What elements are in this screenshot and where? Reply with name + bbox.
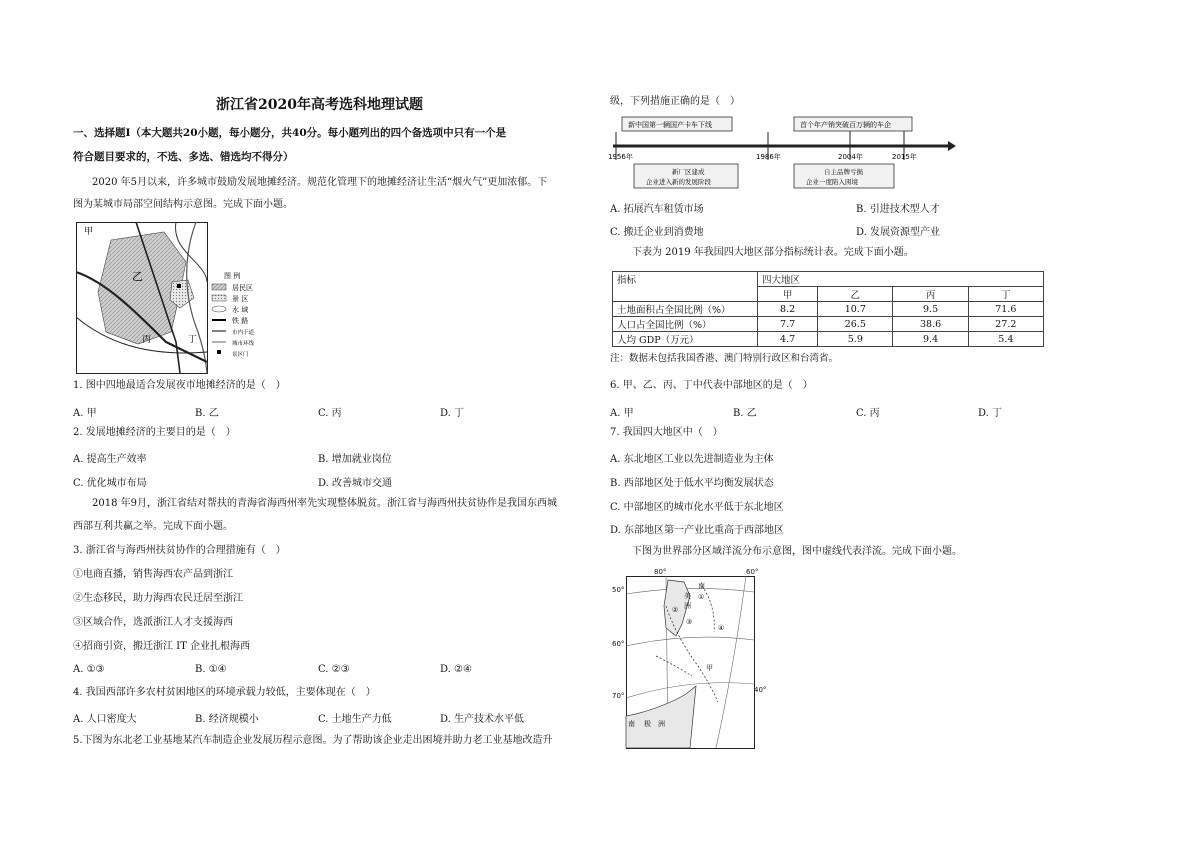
lat-label: 50° [612,586,625,594]
company-timeline-diagram [608,112,956,192]
question-5-cont: 级，下列措施正确的是（ ） [610,96,740,107]
legend-item: 景区门 [232,352,249,358]
section-heading-cont: 符合题目要求的，不选、多选、错选均不得分） [73,151,294,163]
legend-title: 图 例 [224,272,241,280]
map-label-jia: 甲 [84,227,94,237]
timeline-event-title: 自主品牌亏损 [824,168,863,176]
table-cell: 9.5 [893,302,968,317]
table-cell: 7.7 [758,317,818,332]
table-row [613,332,1044,347]
timeline-year: 2015年 [892,153,917,161]
question-1: 1. 图中四地最适合发展夜市地摊经济的是（ ） [73,380,286,391]
table-col-header: 丁 [968,287,1043,302]
table-note: 注：数据未包括我国香港、澳门特别行政区和台湾省。 [610,353,839,364]
section-heading: 一、选择题Ⅰ（本大题共20小题，每小题分，共40分。每小题列出的四个备选项中只有一个是 [73,127,507,139]
table-cell: 26.5 [818,317,893,332]
table-cell: 71.6 [968,302,1043,317]
table-cell: 10.7 [818,302,893,317]
map-label-yi: 乙 [132,270,143,283]
q3-item: ①电商直播，销售海西农产品到浙江 [73,569,233,580]
legend-item: 城市环线 [232,341,255,347]
q7-option-c[interactable]: C. 中部地区的城市化水平低于东北地区 [610,502,784,513]
timeline-year: 1956年 [608,153,633,161]
q3-item: ②生态移民，助力海西农民迁居至浙江 [73,593,243,604]
q5-option-a[interactable]: A. 拓展汽车租赁市场 [610,204,704,215]
timeline-event: 新中国第一辆国产卡车下线 [628,121,712,129]
q2-option-c[interactable]: C. 优化城市布局 [73,478,147,489]
legend-item: 景 区 [232,295,249,303]
q3-option-d[interactable]: D. ②④ [440,664,472,675]
table-cell: 5.4 [968,332,1043,347]
q3-option-a[interactable]: A. ①③ [73,664,105,675]
q4-option-d[interactable]: D. 生产技术水平低 [440,714,525,725]
region-stats-table [612,271,1044,347]
lat-label: 70° [612,692,625,700]
q5-option-d[interactable]: D. 发展资源型产业 [856,227,941,238]
map-label: ① [698,593,705,601]
q3-item: ③区域合作，选派浙江人才支援海西 [73,617,233,628]
q4-option-b[interactable]: B. 经济规模小 [195,714,259,725]
q3-option-b[interactable]: B. ①④ [195,664,227,675]
map-label: 极 [644,720,651,728]
map-label: ② [672,606,679,614]
map-label: 南 [698,582,705,590]
intro-paragraph-2-cont: 西部互利共赢之举。完成下面小题。 [73,521,233,532]
map-label: ③ [686,618,693,626]
timeline-year: 2004年 [838,153,863,161]
map-label-ding: 丁 [188,335,198,345]
q2-option-b[interactable]: B. 增加就业岗位 [318,454,392,465]
q4-option-a[interactable]: A. 人口密度大 [73,714,137,725]
question-4: 4. 我国西部许多农村贫困地区的环境承载力较低，主要体现在（ ） [73,687,376,698]
table-row [613,302,1044,317]
q2-option-a[interactable]: A. 提高生产效率 [73,454,147,465]
map-label: 美 [684,592,691,600]
q1-option-a[interactable]: A. 甲 [73,408,97,419]
scenic-gate [177,284,181,288]
map-legend [212,271,255,358]
city-structure-map [76,222,290,374]
table-group-header: 四大地区 [758,272,1044,287]
intro-paragraph-cont: 图为某城市局部空间结构示意图。完成下面小题。 [73,199,293,210]
intro-paragraph: 2020 年5月以来，许多城市鼓励发展地摊经济。规范化管理下的地摊经济让生活“烟火气”更加浓郁。下 [92,177,548,188]
map-label: 南 [628,720,635,728]
table-cell: 9.4 [893,332,968,347]
lat-label: 60° [612,640,625,648]
lon-label: 80° [654,568,667,576]
question-5: 5.下图为东北老工业基地某汽车制造企业发展历程示意图。为了帮助该企业走出困境并助力老工业基地改造升 [73,735,553,746]
legend-item: 居民区 [232,284,253,292]
q7-option-b[interactable]: B. 西部地区处于低水平均衡发展状态 [610,478,774,489]
q1-option-b[interactable]: B. 乙 [195,408,219,419]
question-6: 6. 甲、乙、丙、丁中代表中部地区的是（ ） [610,380,813,391]
map-label-bing: 丙 [142,335,152,345]
map-label: ④ [718,624,725,632]
table-cell: 38.6 [893,317,968,332]
timeline-event-title: 新厂区建成 [672,168,705,176]
ocean-current-map [606,566,778,752]
timeline-event-desc: 企业进入新的发展阶段 [646,178,711,186]
q2-option-d[interactable]: D. 改善城市交通 [318,478,393,489]
q5-option-b[interactable]: B. 引进技术型人才 [856,204,940,215]
table-row [613,317,1044,332]
question-2: 2. 发展地摊经济的主要目的是（ ） [73,427,236,438]
q3-item: ④招商引资，搬迁浙江 IT 企业扎根海西 [73,641,250,652]
row-label: 土地面积占全国比例（%） [613,302,758,317]
q6-option-c[interactable]: C. 丙 [856,408,880,419]
table-cell: 4.7 [758,332,818,347]
q6-option-a[interactable]: A. 甲 [610,408,634,419]
map-label: 洲 [684,602,691,610]
row-label: 人口占全国比例（%） [613,317,758,332]
table-corner: 指标 [613,272,758,302]
q7-option-d[interactable]: D. 东部地区第一产业比重高于西部地区 [610,525,785,536]
row-label: 人均 GDP（万元） [613,332,758,347]
map-label: 洲 [658,720,665,728]
legend-item: 铁 路 [232,317,249,325]
q4-option-c[interactable]: C. 土地生产力低 [318,714,392,725]
q3-option-c[interactable]: C. ②③ [318,664,350,675]
q6-option-b[interactable]: B. 乙 [733,408,757,419]
intro-paragraph-2: 2018 年9月，浙江省结对帮扶的青海省海西州率先实现整体脱贫。浙江省与海西州扶贫协作是我国东西城 [92,498,557,509]
table-cell: 8.2 [758,302,818,317]
q1-option-c[interactable]: C. 丙 [318,408,342,419]
page-title: 浙江省2020年高考选科地理试题 [216,97,423,113]
table-col-header: 甲 [758,287,818,302]
map-label: 甲 [706,664,713,672]
legend-item: 市内干道 [232,330,255,336]
timeline-event-desc: 企业一度陷入困境 [806,178,858,186]
table-col-header: 丙 [893,287,968,302]
lon-label: 60° [746,568,759,576]
legend-item: 水 域 [232,306,249,314]
intro-paragraph-4: 下图为世界部分区域洋流分布示意图，图中虚线代表洋流。完成下面小题。 [632,546,962,557]
lat-label: 40° [754,686,767,694]
q5-option-c[interactable]: C. 搬迁企业到消费地 [610,227,704,238]
question-7: 7. 我国四大地区中（ ） [610,427,723,438]
table-col-header: 乙 [818,287,893,302]
table-cell: 27.2 [968,317,1043,332]
timeline-year: 1986年 [756,153,781,161]
q7-option-a[interactable]: A. 东北地区工业以先进制造业为主体 [610,454,774,465]
question-3: 3. 浙江省与海西州扶贫协作的合理措施有（ ） [73,545,286,556]
q6-option-d[interactable]: D. 丁 [978,408,1003,419]
q1-option-d[interactable]: D. 丁 [440,408,465,419]
intro-paragraph-3: 下表为 2019 年我国四大地区部分指标统计表。完成下面小题。 [632,247,914,258]
timeline-event: 首个年产销突破百万辆的车企 [800,121,891,129]
table-cell: 5.9 [818,332,893,347]
